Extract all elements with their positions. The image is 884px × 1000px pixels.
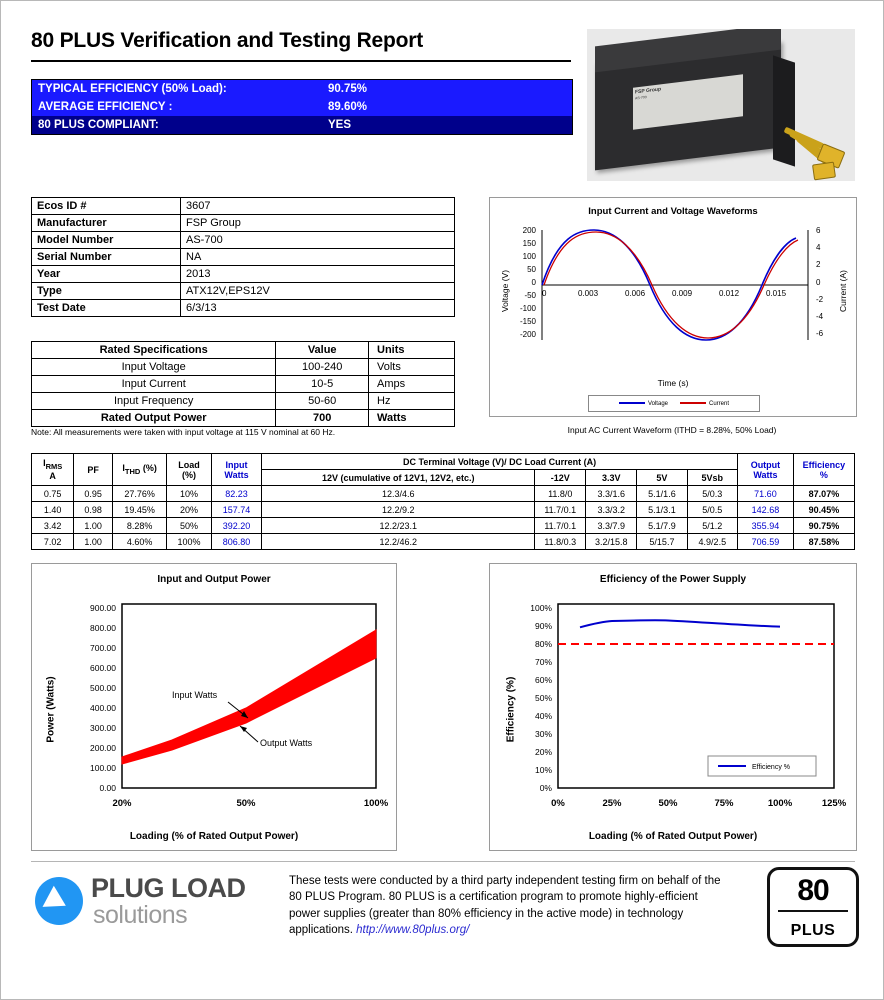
header-input-watts: Input Watts	[211, 454, 261, 486]
svg-text:50%: 50%	[658, 798, 678, 809]
svg-text:150: 150	[522, 239, 536, 248]
cell-5v: 5.1/3.1	[637, 502, 687, 518]
svg-text:80%: 80%	[534, 639, 552, 649]
cell-efficiency: 87.07%	[793, 486, 854, 502]
badge-divider	[778, 910, 848, 912]
svg-text:90%: 90%	[534, 621, 552, 631]
rated-header-spec: Rated Specifications	[32, 342, 276, 359]
rated-units: Amps	[369, 376, 455, 393]
rated-value: 700	[276, 410, 369, 427]
table-row	[32, 300, 455, 317]
svg-text:-200: -200	[519, 330, 536, 339]
efficiency-chart	[489, 563, 857, 851]
cell-load: 20%	[167, 502, 212, 518]
info-value: AS-700	[181, 232, 455, 249]
info-value: NA	[181, 249, 455, 266]
header-output-watts: Output Watts	[738, 454, 794, 486]
svg-text:25%: 25%	[602, 798, 622, 809]
logo-primary-text: PLUG LOAD	[91, 873, 246, 903]
info-key: Manufacturer	[32, 215, 181, 232]
efficiency-chart-plot	[490, 590, 856, 822]
svg-text:-150: -150	[519, 317, 536, 326]
cell-input-watts: 157.74	[211, 502, 261, 518]
rated-header-value: Value	[276, 342, 369, 359]
footer-link[interactable]: http://www.80plus.org/	[356, 923, 470, 936]
info-key: Serial Number	[32, 249, 181, 266]
svg-text:0%: 0%	[539, 783, 552, 793]
table-row	[32, 376, 455, 393]
svg-text:75%: 75%	[714, 798, 734, 809]
svg-text:700.00: 700.00	[90, 643, 116, 653]
cell-load: 100%	[167, 534, 212, 550]
header-load: Load (%)	[167, 454, 212, 486]
svg-text:-6: -6	[816, 329, 824, 338]
cell-33v: 3.2/15.8	[586, 534, 637, 550]
info-key: Ecos ID #	[32, 198, 181, 215]
svg-text:0.012: 0.012	[719, 289, 740, 298]
svg-text:40%: 40%	[534, 711, 552, 721]
cell-irms: 3.42	[32, 518, 74, 534]
rated-value: 50-60	[276, 393, 369, 410]
footer-divider	[31, 861, 855, 862]
header-5v: 5V	[637, 470, 687, 486]
svg-text:6: 6	[816, 226, 821, 235]
psu-side-face	[773, 55, 795, 166]
info-key: Test Date	[32, 300, 181, 317]
cell-efficiency: 90.75%	[793, 518, 854, 534]
cell-input-watts: 82.23	[211, 486, 261, 502]
svg-text:50%: 50%	[236, 798, 256, 809]
cell-ithd: 4.60%	[112, 534, 166, 550]
rated-specifications-table	[31, 341, 455, 427]
svg-text:60%: 60%	[534, 675, 552, 685]
svg-text:Input Watts: Input Watts	[172, 690, 218, 700]
svg-text:Output Watts: Output Watts	[260, 738, 313, 748]
table-header-row	[32, 342, 455, 359]
cell-cumulative: 12.2/23.1	[262, 518, 535, 534]
svg-text:300.00: 300.00	[90, 723, 116, 733]
header-ithd: $I_{THD}$ (%)	[112, 454, 166, 486]
svg-text:0.003: 0.003	[578, 289, 599, 298]
cell-neg12v: 11.7/0.1	[535, 518, 586, 534]
cell-33v: 3.3/7.9	[586, 518, 637, 534]
cell-load: 50%	[167, 518, 212, 534]
header-5vsb: 5Vsb	[687, 470, 737, 486]
svg-text:600.00: 600.00	[90, 663, 116, 673]
svg-text:125%: 125%	[821, 798, 847, 809]
title-divider	[31, 60, 571, 62]
table-row	[32, 215, 455, 232]
svg-text:4: 4	[816, 243, 821, 252]
cell-efficiency: 87.58%	[793, 534, 854, 550]
svg-text:-2: -2	[816, 295, 824, 304]
summary-label: 80 PLUS COMPLIANT:	[38, 119, 159, 131]
badge-plus-text: PLUS	[790, 922, 836, 939]
cell-output-watts: 71.60	[738, 486, 794, 502]
svg-text:200.00: 200.00	[90, 743, 116, 753]
rated-units: Hz	[369, 393, 455, 410]
waveform-caption: Input AC Current Waveform (ITHD = 8.28%, 50% Load)	[567, 425, 777, 435]
rated-spec: Input Voltage	[32, 359, 276, 376]
cell-pf: 0.98	[74, 502, 113, 518]
badge-number: 80	[797, 874, 829, 907]
cell-ithd: 27.76%	[112, 486, 166, 502]
cell-5vsb: 5/0.5	[687, 502, 737, 518]
header-irms: $I_{RMS}$ A	[32, 454, 74, 486]
header-neg12v: -12V	[535, 470, 586, 486]
info-value: 2013	[181, 266, 455, 283]
svg-text:100.00: 100.00	[90, 763, 116, 773]
svg-text:800.00: 800.00	[90, 623, 116, 633]
cell-input-watts: 806.80	[211, 534, 261, 550]
svg-text:900.00: 900.00	[90, 603, 116, 613]
svg-text:0: 0	[531, 278, 536, 287]
psu-label-brand: FSP Group	[635, 86, 662, 96]
table-header-row	[32, 454, 855, 470]
svg-text:70%: 70%	[534, 657, 552, 667]
table-row	[32, 266, 455, 283]
psu-connector	[812, 162, 836, 181]
summary-label: TYPICAL EFFICIENCY (50% Load):	[38, 83, 227, 95]
svg-text:-4: -4	[816, 312, 824, 321]
svg-text:50%: 50%	[534, 693, 552, 703]
cell-cumulative: 12.2/9.2	[262, 502, 535, 518]
summary-box	[31, 79, 573, 135]
svg-text:100%: 100%	[363, 798, 389, 809]
cell-5v: 5.1/7.9	[637, 518, 687, 534]
cell-pf: 1.00	[74, 518, 113, 534]
rated-spec: Rated Output Power	[32, 410, 276, 427]
svg-text:0.009: 0.009	[672, 289, 693, 298]
cell-ithd: 8.28%	[112, 518, 166, 534]
cell-33v: 3.3/3.2	[586, 502, 637, 518]
measurement-note: Note: All measurements were taken with input voltage at 115 V nominal at 60 Hz.	[31, 427, 336, 437]
svg-text:30%: 30%	[534, 729, 552, 739]
info-value: ATX12V,EPS12V	[181, 283, 455, 300]
table-row	[32, 502, 855, 518]
table-row	[32, 410, 455, 427]
header-pf: PF	[74, 454, 113, 486]
svg-text:2: 2	[816, 260, 821, 269]
header-cumulative: 12V (cumulative of 12V1, 12V2, etc.)	[262, 470, 535, 486]
svg-text:0%: 0%	[551, 798, 565, 809]
summary-value: YES	[328, 119, 352, 131]
efficiency-chart-title: Efficiency of the Power Supply	[599, 574, 747, 585]
efficiency-chart-y-label: Efficiency (%)	[505, 676, 517, 743]
cell-pf: 1.00	[74, 534, 113, 550]
svg-text:Efficiency %: Efficiency %	[752, 764, 790, 771]
power-chart-x-label: Loading (% of Rated Output Power)	[129, 831, 299, 842]
info-key: Type	[32, 283, 181, 300]
svg-text:10%: 10%	[534, 765, 552, 775]
cell-33v: 3.3/1.6	[586, 486, 637, 502]
svg-text:200: 200	[522, 226, 536, 235]
rated-value: 100-240	[276, 359, 369, 376]
cell-irms: 7.02	[32, 534, 74, 550]
power-chart-title: Input and Output Power	[157, 574, 271, 585]
cell-5v: 5.1/1.6	[637, 486, 687, 502]
info-key: Year	[32, 266, 181, 283]
svg-text:20%: 20%	[112, 798, 132, 809]
cell-cumulative: 12.2/46.2	[262, 534, 535, 550]
info-value: 6/3/13	[181, 300, 455, 317]
cell-pf: 0.95	[74, 486, 113, 502]
waveform-chart	[489, 197, 857, 417]
summary-row	[32, 116, 572, 134]
svg-text:50: 50	[527, 265, 536, 274]
table-row	[32, 232, 455, 249]
info-value: 3607	[181, 198, 455, 215]
cell-input-watts: 392.20	[211, 518, 261, 534]
cell-output-watts: 142.68	[738, 502, 794, 518]
waveform-y2-axis-label: Current (A)	[838, 269, 848, 313]
svg-text:0: 0	[816, 278, 821, 287]
power-supply-photo	[587, 29, 855, 181]
svg-text:0.00: 0.00	[99, 783, 116, 793]
cell-5v: 5/15.7	[637, 534, 687, 550]
logo-secondary-text: solutions	[93, 901, 188, 929]
rated-value: 10-5	[276, 376, 369, 393]
svg-text:100: 100	[522, 252, 536, 261]
rated-spec: Input Frequency	[32, 393, 276, 410]
table-row	[32, 249, 455, 266]
psu-label-model: AS-700	[635, 94, 647, 101]
info-value: FSP Group	[181, 215, 455, 232]
rated-units: Watts	[369, 410, 455, 427]
cell-irms: 0.75	[32, 486, 74, 502]
cell-load: 10%	[167, 486, 212, 502]
waveform-y-axis-label: Voltage (V)	[500, 269, 510, 313]
svg-text:100%: 100%	[530, 603, 552, 613]
cell-5vsb: 5/0.3	[687, 486, 737, 502]
rated-units: Volts	[369, 359, 455, 376]
waveform-legend	[588, 395, 760, 412]
table-row	[32, 534, 855, 550]
cell-output-watts: 355.94	[738, 518, 794, 534]
svg-text:20%: 20%	[534, 747, 552, 757]
header-efficiency: Efficiency %	[793, 454, 854, 486]
svg-text:0: 0	[542, 289, 547, 298]
table-row	[32, 518, 855, 534]
table-row	[32, 198, 455, 215]
header-dc-group: DC Terminal Voltage (V)/ DC Load Current (A)	[262, 454, 738, 470]
cell-neg12v: 11.7/0.1	[535, 502, 586, 518]
svg-text:0.015: 0.015	[766, 289, 787, 298]
waveform-x-axis-label: Time (s)	[657, 378, 689, 388]
power-chart-plot	[32, 590, 396, 822]
table-row	[32, 393, 455, 410]
summary-label: AVERAGE EFFICIENCY :	[38, 101, 173, 113]
cell-5vsb: 5/1.2	[687, 518, 737, 534]
header-33v: 3.3V	[586, 470, 637, 486]
cell-efficiency: 90.45%	[793, 502, 854, 518]
info-key: Model Number	[32, 232, 181, 249]
footer-description	[289, 873, 729, 938]
summary-value: 89.60%	[328, 101, 368, 113]
cell-output-watts: 706.59	[738, 534, 794, 550]
svg-text:100%: 100%	[767, 798, 793, 809]
waveform-chart-title: Input Current and Voltage Waveforms	[588, 206, 758, 217]
summary-row	[32, 80, 572, 98]
table-row	[32, 283, 455, 300]
measurements-table	[31, 453, 855, 550]
table-row	[32, 486, 855, 502]
summary-value: 90.75%	[328, 83, 368, 95]
cell-cumulative: 12.3/4.6	[262, 486, 535, 502]
cell-irms: 1.40	[32, 502, 74, 518]
waveform-plot	[490, 216, 856, 391]
svg-text:-100: -100	[519, 304, 536, 313]
rated-header-units: Units	[369, 342, 455, 359]
rated-spec: Input Current	[32, 376, 276, 393]
unit-info-table	[31, 197, 455, 317]
efficiency-chart-x-label: Loading (% of Rated Output Power)	[588, 831, 758, 842]
table-row	[32, 359, 455, 376]
power-chart-y-label: Power (Watts)	[45, 676, 57, 743]
legend-item-current: Current	[680, 401, 729, 407]
svg-text:500.00: 500.00	[90, 683, 116, 693]
cell-neg12v: 11.8/0	[535, 486, 586, 502]
power-chart	[31, 563, 397, 851]
cell-neg12v: 11.8/0.3	[535, 534, 586, 550]
page-title: 80 PLUS Verification and Testing Report	[31, 29, 424, 52]
80plus-badge	[767, 867, 859, 947]
cell-5vsb: 4.9/2.5	[687, 534, 737, 550]
svg-text:0.006: 0.006	[625, 289, 646, 298]
legend-item-voltage: Voltage	[619, 401, 668, 407]
svg-text:-50: -50	[524, 291, 536, 300]
cell-ithd: 19.45%	[112, 502, 166, 518]
svg-text:400.00: 400.00	[90, 703, 116, 713]
summary-row	[32, 98, 572, 116]
footer-description-text: These tests were conducted by a third party independent testing firm on behalf of the 80 PLUS Program. 80 PLUS is a certification program to promote highly-efficient power supplies (greater than 80% efficiency in the active mode) in technology applications.	[289, 875, 721, 936]
